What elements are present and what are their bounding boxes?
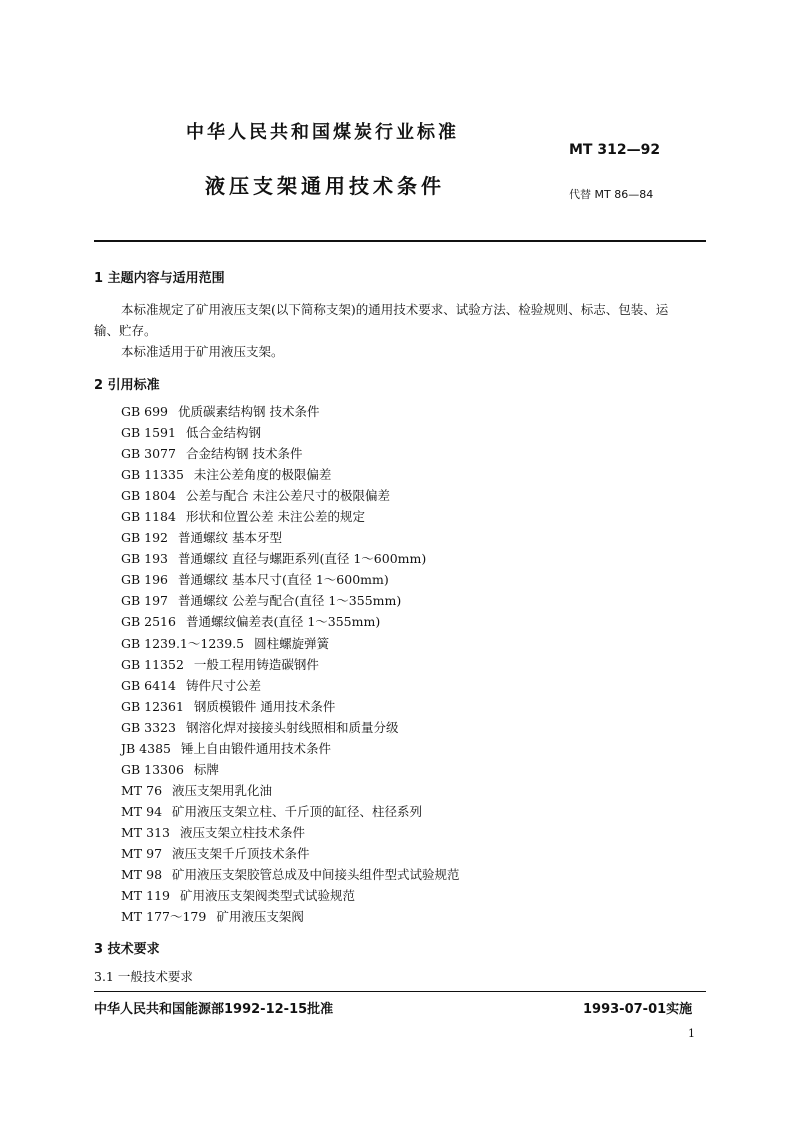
reference-title: 普通螺纹 基本牙型 bbox=[178, 530, 282, 546]
reference-title: 矿用液压支架立柱、千斤顶的缸径、柱径系列 bbox=[172, 803, 423, 819]
reference-title: 普通螺纹偏差表(直径 1～355mm) bbox=[185, 614, 381, 630]
reference-code: GB 1804 bbox=[121, 488, 176, 504]
reference-item bbox=[121, 527, 460, 548]
reference-code: JB 4385 bbox=[121, 740, 171, 756]
reference-list bbox=[121, 401, 460, 927]
reference-item bbox=[121, 401, 460, 422]
reference-title: 液压支架立柱技术条件 bbox=[179, 824, 305, 840]
reference-code: GB 6414 bbox=[121, 677, 176, 693]
reference-item bbox=[121, 654, 460, 675]
standard-category-title: 中华人民共和国煤炭行业标准 bbox=[186, 122, 459, 143]
reference-title: 矿用液压支架阀类型式试验规范 bbox=[179, 888, 355, 904]
reference-title: 优质碳素结构钢 技术条件 bbox=[178, 404, 320, 419]
reference-item bbox=[121, 759, 460, 780]
reference-title: 矿用液压支架胶管总成及中间接头组件型式试验规范 bbox=[172, 867, 460, 883]
reference-code: GB 11352 bbox=[121, 656, 184, 672]
reference-code: GB 1591 bbox=[121, 425, 176, 441]
section-3-heading: 3 技术要求 bbox=[94, 942, 160, 957]
reference-item bbox=[121, 611, 460, 632]
reference-code: GB 193 bbox=[121, 551, 169, 567]
reference-item bbox=[121, 548, 460, 569]
reference-title: 普通螺纹 直径与螺距系列(直径 1～600mm) bbox=[178, 551, 427, 567]
reference-item bbox=[121, 864, 460, 885]
effective-date: 1993-07-01实施 bbox=[583, 1002, 693, 1017]
reference-code: MT 313 bbox=[121, 824, 170, 840]
reference-item bbox=[121, 801, 460, 822]
reference-item bbox=[121, 906, 460, 927]
reference-item bbox=[121, 569, 460, 590]
reference-code: GB 12361 bbox=[121, 698, 184, 714]
reference-item bbox=[121, 780, 460, 801]
reference-title: 形状和位置公差 未注公差的规定 bbox=[185, 509, 365, 525]
reference-title: 一般工程用铸造碳钢件 bbox=[193, 656, 319, 672]
reference-code: MT 119 bbox=[121, 888, 170, 904]
document-title: 液压支架通用技术条件 bbox=[205, 174, 445, 198]
replaces-note: 代替 MT 86—84 bbox=[569, 188, 654, 201]
reference-code: GB 13306 bbox=[121, 761, 184, 777]
reference-item bbox=[121, 633, 460, 654]
reference-code: GB 699 bbox=[121, 404, 169, 419]
reference-code: GB 1184 bbox=[121, 509, 176, 525]
reference-code: MT 97 bbox=[121, 845, 163, 861]
footer-divider bbox=[94, 991, 706, 992]
reference-item bbox=[121, 590, 460, 611]
reference-code: GB 3077 bbox=[121, 446, 176, 462]
reference-code: MT 177～179 bbox=[121, 909, 207, 925]
reference-title: 矿用液压支架阀 bbox=[216, 909, 304, 925]
reference-item bbox=[121, 675, 460, 696]
reference-item bbox=[121, 464, 460, 485]
approval-line: 中华人民共和国能源部1992-12-15批准 bbox=[94, 1002, 334, 1017]
reference-title: 合金结构钢 技术条件 bbox=[185, 446, 303, 462]
reference-item bbox=[121, 843, 460, 864]
reference-title: 液压支架千斤顶技术条件 bbox=[172, 845, 310, 861]
reference-code: MT 76 bbox=[121, 782, 163, 798]
reference-title: 普通螺纹 公差与配合(直径 1～355mm) bbox=[178, 593, 402, 609]
reference-item bbox=[121, 696, 460, 717]
reference-item bbox=[121, 822, 460, 843]
section-3-1-heading: 3.1 一般技术要求 bbox=[94, 969, 193, 984]
section-1-paragraph-line: 本标准规定了矿用液压支架(以下简称支架)的通用技术要求、试验方法、检验规则、标志、包装、运 bbox=[121, 302, 669, 317]
reference-code: GB 3323 bbox=[121, 719, 176, 735]
section-1-heading: 1 主题内容与适用范围 bbox=[94, 271, 225, 286]
reference-item bbox=[121, 717, 460, 738]
section-1-paragraph-line: 输、贮存。 bbox=[94, 323, 157, 338]
standard-code: MT 312—92 bbox=[569, 142, 661, 158]
reference-item bbox=[121, 485, 460, 506]
reference-title: 低合金结构钢 bbox=[185, 425, 261, 441]
reference-title: 液压支架用乳化油 bbox=[172, 782, 273, 798]
reference-code: GB 1239.1～1239.5 bbox=[121, 635, 245, 651]
reference-item bbox=[121, 506, 460, 527]
reference-code: GB 11335 bbox=[121, 467, 184, 483]
reference-title: 普通螺纹 基本尺寸(直径 1～600mm) bbox=[178, 572, 389, 588]
reference-item bbox=[121, 443, 460, 464]
reference-title: 公差与配合 未注公差尺寸的极限偏差 bbox=[185, 488, 390, 504]
reference-title: 标牌 bbox=[193, 761, 219, 777]
reference-code: GB 197 bbox=[121, 593, 169, 609]
reference-title: 钢溶化焊对接接头射线照相和质量分级 bbox=[185, 719, 399, 735]
reference-code: GB 196 bbox=[121, 572, 169, 588]
header-divider bbox=[94, 240, 706, 242]
reference-code: MT 94 bbox=[121, 803, 163, 819]
page-number: 1 bbox=[688, 1027, 695, 1040]
reference-title: 未注公差角度的极限偏差 bbox=[193, 467, 332, 483]
reference-item bbox=[121, 422, 460, 443]
reference-item bbox=[121, 738, 460, 759]
reference-title: 圆柱螺旋弹簧 bbox=[254, 635, 330, 651]
reference-code: GB 192 bbox=[121, 530, 169, 546]
reference-item bbox=[121, 885, 460, 906]
reference-title: 锤上自由锻件通用技术条件 bbox=[180, 740, 331, 756]
reference-code: MT 98 bbox=[121, 867, 163, 883]
reference-title: 钢质模锻件 通用技术条件 bbox=[193, 698, 336, 714]
section-2-heading: 2 引用标准 bbox=[94, 378, 160, 393]
reference-title: 铸件尺寸公差 bbox=[185, 677, 261, 693]
section-1-scope-paragraph: 本标准适用于矿用液压支架。 bbox=[121, 344, 284, 359]
reference-code: GB 2516 bbox=[121, 614, 176, 630]
